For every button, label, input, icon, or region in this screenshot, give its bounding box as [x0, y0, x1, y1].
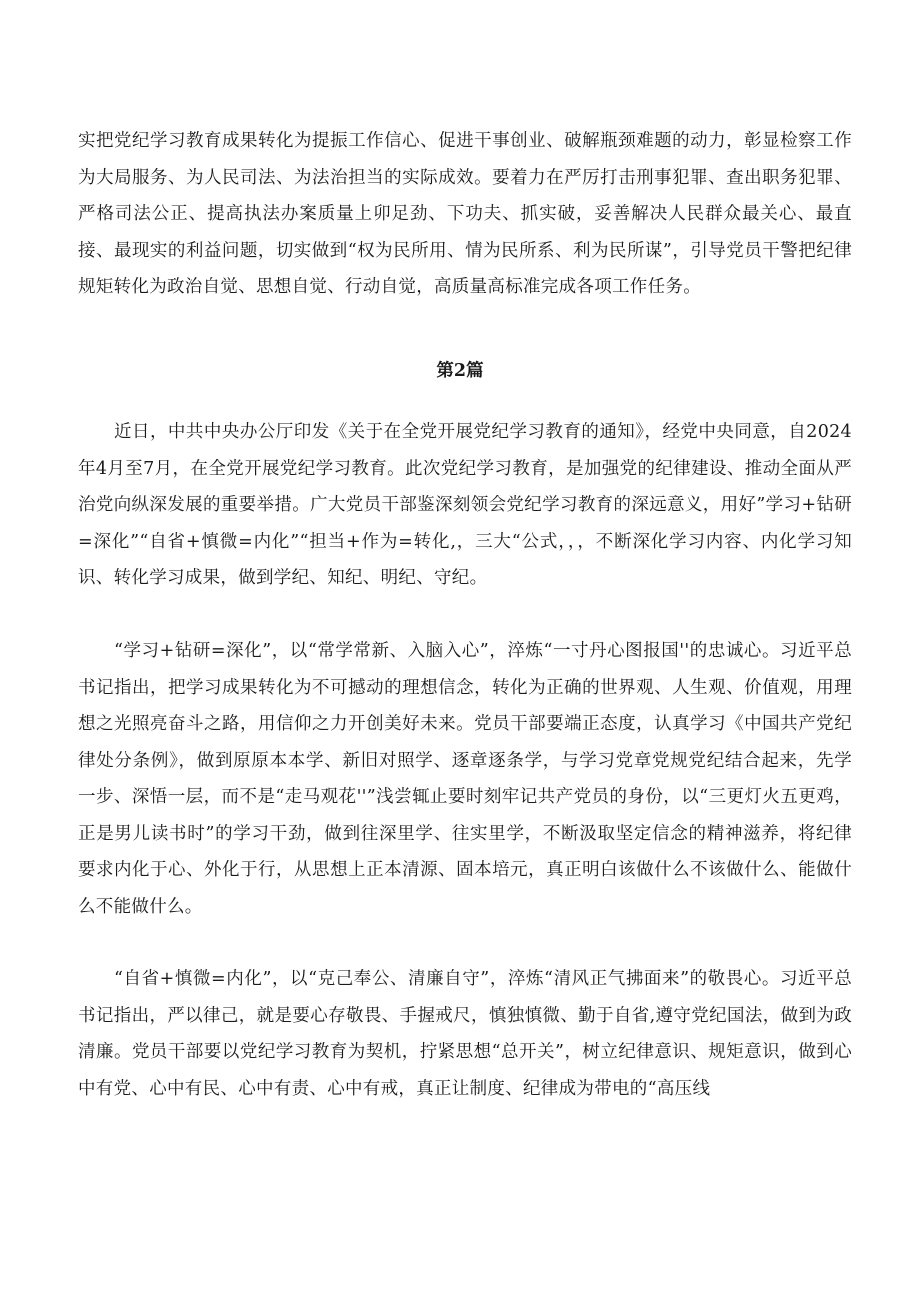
- paragraph-2: “学习+钻研=深化”，以“常学常新、入脑入心”，淬炼“一寸丹心图报国''的忠诚心。习近平总书记指出，把学习成果转化为不可撼动的理想信念，转化为正确的世界观、人生观、价值观，用理想之光照亮奋斗之路，用信仰之力开创美好未来。党员干部要端正态度，认真学习《中国共产党纪律处分条例》，做到原原本本学、新旧对照学、逐章逐条学，与学习党章党规党纪结合起来，先学一步、深悟一层，而不是“走马观花''”浅尝辄止要时刻牢记共产党员的身份，以“三更灯火五更鸡，正是男儿读书时”的学习干劲，做到往深里学、往实里学，不断汲取坚定信念的精神滋养，将纪律要求内化于心、外化于行，从思想上正本清源、固本培元，真正明白该做什么不该做什么、能做什么不能做什么。: [78, 641, 852, 917]
- paragraph-1: 近日，中共中央办公厅印发《关于在全党开展党纪学习教育的通知》，经党中央同意，自2024年4月至7月，在全党开展党纪学习教育。此次党纪学习教育，是加强党的纪律建设、推动全面从严治党向纵深发展的重要举措。广大党员干部鉴深刻领会党纪学习教育的深远意义，用好”学习+钻研=深化”“自省+慎微=内化”“担当+作为=转化,，三大“公式，，，不断深化学习内容、内化学习知识、转化学习成果，做到学纪、知纪、明纪、守纪。: [78, 422, 852, 588]
- paragraph-3: “自省+慎微=内化”，以“克己奉公、清廉自守”，淬炼“清风正气拂面来”的敬畏心。习近平总书记指出，严以律己，就是要心存敬畏、手握戒尺，慎独慎微、勤于自省,遵守党纪国法，做到为政清廉。党员干部要以党纪学习教育为契机，拧紧思想“总开关”，树立纪律意识、规矩意识，做到心中有党、心中有民、心中有责、心中有戒，真正让制度、纪律成为带电的“高压线: [78, 969, 852, 1099]
- intro-paragraph: 实把党纪学习教育成果转化为提振工作信心、促进干事创业、破解瓶颈难题的动力，彰显检察工作为大局服务、为人民司法、为法治担当的实际成效。要着力在严厉打击刑事犯罪、查出职务犯罪、严格司法公正、提高执法办案质量上卯足劲、下功夫、抓实破，妥善解决人民群众最关心、最直接、最现实的利益问题，切实做到“权为民所用、情为民所系、利为民所谋”，引导党员干警把纪律规矩转化为政治自觉、思想自觉、行动自觉，高质量高标准完成各项工作任务。: [78, 131, 852, 297]
- section-heading: 第2篇: [436, 361, 484, 381]
